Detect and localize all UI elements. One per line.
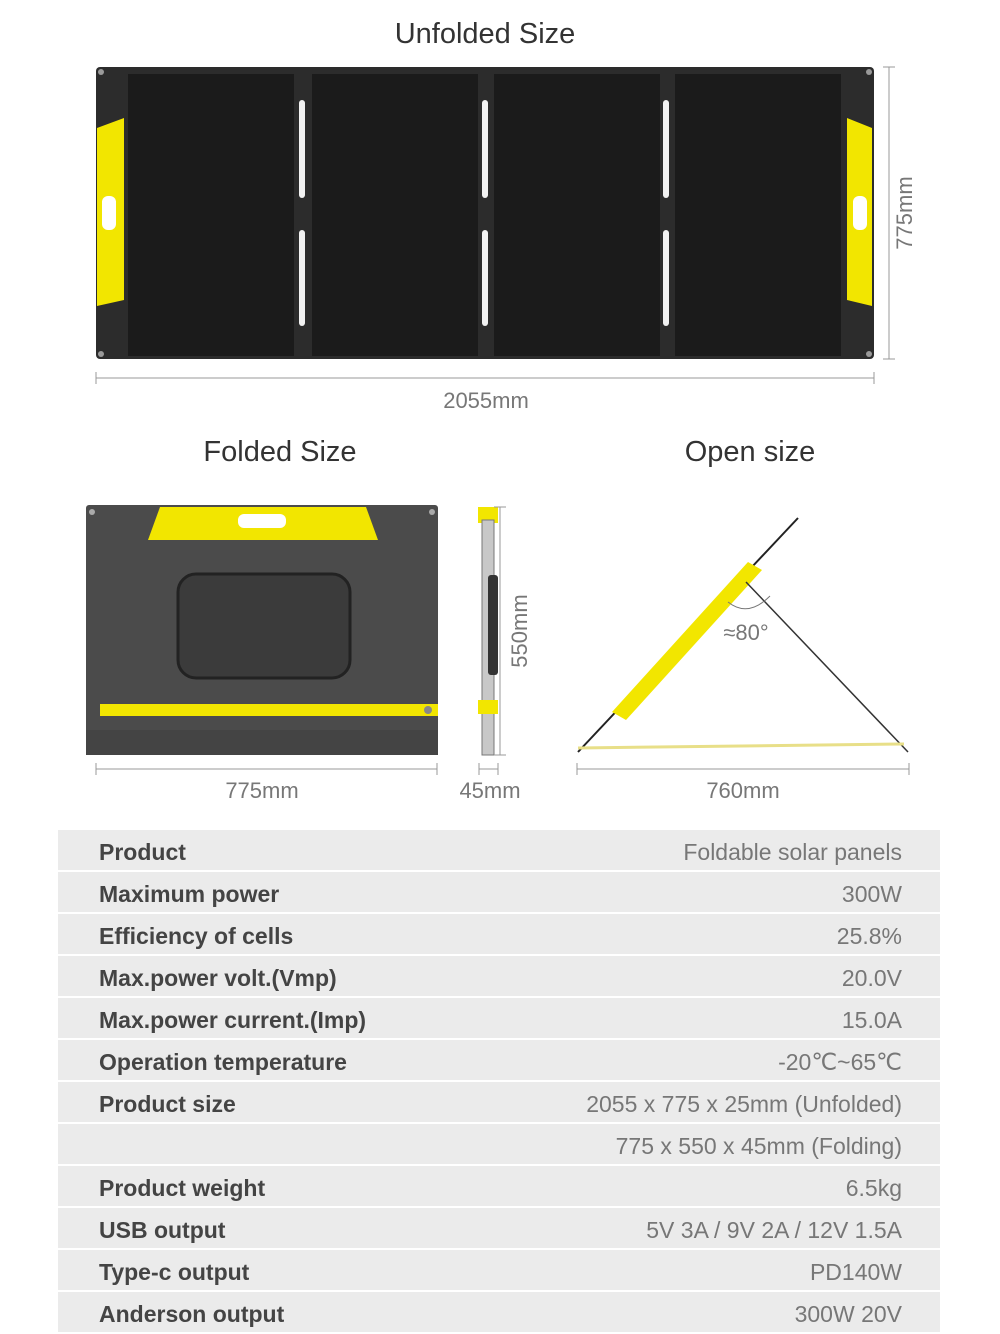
spec-label: Type-c output	[99, 1259, 250, 1285]
open-size-title: Open size	[684, 436, 816, 468]
spec-value: 5V 3A / 9V 2A / 12V 1.5A	[646, 1217, 902, 1243]
folded-thickness-label: 45mm	[459, 778, 521, 803]
spec-row	[58, 1040, 940, 1080]
spec-row	[58, 1124, 940, 1164]
spec-value: 300W	[841, 881, 902, 907]
folded-size-title: Folded Size	[203, 436, 357, 468]
spec-row	[58, 1292, 940, 1332]
spec-row	[58, 956, 940, 996]
folded-height-label: 550mm	[507, 594, 532, 668]
spec-label: Anderson output	[99, 1301, 285, 1327]
spec-value: Foldable solar panels	[683, 839, 902, 865]
spec-value: 300W 20V	[794, 1301, 902, 1327]
open-angle-label: ≈80°	[723, 620, 769, 645]
spec-value: 2055 x 775 x 25mm (Unfolded)	[586, 1091, 902, 1117]
spec-row	[58, 1082, 940, 1122]
spec-row	[58, 1208, 940, 1248]
unfolded-height-label: 775mm	[892, 176, 917, 250]
spec-label: Product	[99, 839, 186, 865]
spec-row	[58, 1250, 940, 1290]
spec-label: Operation temperature	[99, 1049, 347, 1075]
spec-row	[58, 914, 940, 954]
spec-value: 6.5kg	[845, 1175, 902, 1201]
spec-row	[58, 872, 940, 912]
spec-table	[58, 830, 940, 1334]
spec-row	[58, 998, 940, 1038]
unfolded-width-label: 2055mm	[443, 388, 529, 413]
spec-row	[58, 1166, 940, 1206]
folded-width-label: 775mm	[225, 778, 299, 803]
spec-value: 15.0A	[841, 1007, 902, 1033]
spec-label: Product weight	[99, 1175, 266, 1201]
spec-label: Max.power current.(Imp)	[99, 1007, 367, 1033]
spec-row	[58, 830, 940, 870]
unfolded-size-title: Unfolded Size	[394, 18, 576, 50]
spec-value: PD140W	[809, 1259, 902, 1285]
spec-value: 775 x 550 x 45mm (Folding)	[615, 1133, 902, 1159]
spec-label: Maximum power	[99, 881, 280, 907]
spec-value: -20℃~65℃	[778, 1049, 902, 1075]
open-width-label: 760mm	[706, 778, 780, 803]
spec-value: 25.8%	[836, 923, 902, 949]
spec-value: 20.0V	[841, 965, 902, 991]
spec-label: Product size	[99, 1091, 236, 1117]
spec-label: Efficiency of cells	[99, 923, 294, 949]
spec-label: Max.power volt.(Vmp)	[99, 965, 337, 991]
spec-label: USB output	[99, 1217, 226, 1243]
